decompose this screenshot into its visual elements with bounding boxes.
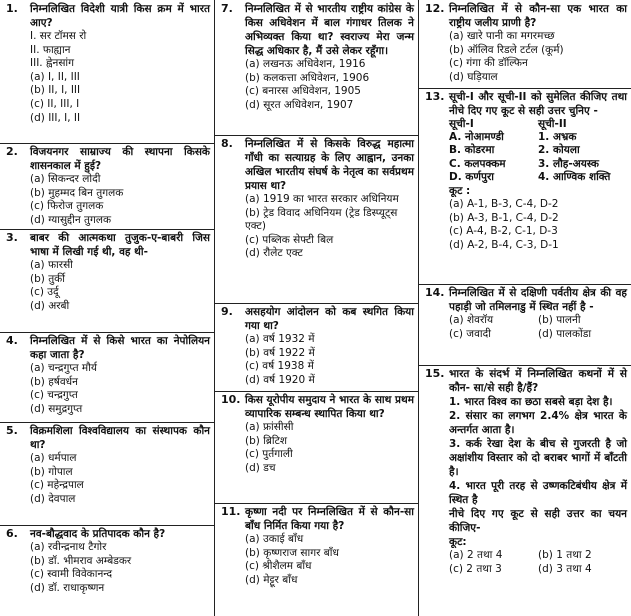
option-row — [449, 549, 627, 563]
divider — [215, 135, 418, 136]
match-row — [449, 131, 627, 144]
column-2 — [214, 0, 418, 616]
option-d: (d) III, I, II — [30, 111, 81, 124]
option-a: (a) I, II, III — [30, 70, 80, 83]
option-d: (d) ग्यासुद्दीन तुगलक — [30, 213, 112, 226]
question-number: 9. — [221, 305, 233, 318]
option-b: (b) A-3, B-1, C-4, D-2 — [449, 211, 559, 224]
list-1-item: A. नोआमण्डी — [449, 131, 504, 144]
option-d: (d) अरबी — [30, 299, 70, 312]
divider — [0, 332, 214, 333]
question-10 — [215, 393, 418, 475]
option-c: (c) पब्लिक सेफ्टी बिल — [245, 233, 334, 246]
option-d: (d) घड़ियाल — [449, 70, 498, 83]
divider — [0, 143, 214, 144]
option-b: (b) ब्रिटिश — [245, 434, 288, 447]
question-3 — [0, 231, 214, 313]
option-a: (a) लखनऊ अधिवेशन, 1916 — [245, 58, 366, 70]
question-text: असहयोग आंदोलन को कब स्थगित किया गया था? — [245, 306, 414, 332]
question-12 — [419, 2, 631, 84]
option-d: (d) देवपाल — [30, 492, 76, 505]
question-1 — [0, 2, 214, 125]
statement: 1. भारत विश्व का छठा सबसे बड़ा देश है। — [449, 396, 613, 408]
option-c: (c) वर्ष 1938 में — [245, 360, 314, 373]
option-d: (d) डच — [245, 461, 276, 474]
option-b: (b) कृष्णराज सागर बाँध — [245, 546, 339, 559]
question-9 — [215, 305, 418, 387]
option-c: (c) महेन्द्रपाल — [30, 479, 84, 492]
question-number: 2. — [6, 145, 18, 158]
question-text: कृष्णा नदी पर निम्नलिखित में से कौन-सा बाँध निर्मित किया गया है? — [245, 506, 414, 532]
option-a: (a) फारसी — [30, 259, 73, 271]
question-text: नव-बौद्धवाद के प्रतिपादक कौन है? — [30, 528, 166, 540]
question-5 — [0, 424, 214, 506]
option-a: (a) 1919 का भारत सरकार अधिनियम — [245, 193, 399, 205]
list-2-item: 4. आण्विक शक्ति — [538, 170, 611, 183]
question-text: भारत के संदर्भ में निम्नलिखित कथनों में से कौन- सा/से सही है/हैं? — [449, 368, 627, 394]
question-6 — [0, 527, 214, 595]
question-number: 15. — [425, 367, 445, 380]
option-c: (c) जवादी — [449, 327, 491, 340]
option-b: (b) II, I, III — [30, 84, 81, 97]
list-2-heading: सूची-II — [538, 118, 567, 130]
option-c: (c) उर्दू — [30, 286, 59, 299]
question-number: 13. — [425, 90, 445, 103]
match-row — [449, 144, 627, 157]
divider — [0, 229, 214, 230]
code-label: कूट: — [449, 536, 467, 548]
option-c: (c) स्वामी विवेकानन्द — [30, 568, 113, 581]
option-b: (b) तुर्की — [30, 272, 65, 285]
match-row — [449, 158, 627, 171]
question-text: निम्नलिखित में से दक्षिणी पर्वतीय क्षेत्र की वह पहाड़ी जो तमिलनाडु में स्थित नहीं है - — [449, 287, 627, 313]
option-b: (b) ट्रेड विवाद अधिनियम (ट्रेड डिस्प्यूट्स एक्ट) — [245, 206, 398, 233]
option-c: (c) A-4, B-2, C-1, D-3 — [449, 225, 558, 238]
option-a: (a) उकाई बाँध — [245, 533, 304, 545]
divider — [419, 88, 631, 89]
option-c: (c) II, III, I — [30, 97, 80, 110]
question-8 — [215, 137, 418, 261]
statement: 3. कर्क रेखा देश के बीच से गुजरती है जो अक्षांशीय विस्तार को दो बराबर भागों में बाँटती है। — [449, 438, 627, 478]
option-b: (b) डॉ. भीमराव अम्बेडकर — [30, 554, 132, 567]
option-c: (c) चन्द्रगुप्त — [30, 389, 78, 402]
list-1-heading: सूची-I — [449, 118, 474, 130]
question-text: विजयनगर साम्राज्य की स्थापना किसके शासनकाल में हुई? — [30, 146, 210, 172]
question-11 — [215, 505, 418, 587]
question-15 — [419, 367, 631, 576]
option-d: (d) रौलेट एक्ट — [245, 247, 303, 260]
option-d: (d) वर्ष 1920 में — [245, 373, 315, 386]
statement: 4. भारत पूरी तरह से उष्णकटिबंधीय क्षेत्र में स्थित है — [449, 480, 627, 506]
question-text: विक्रमशिला विश्वविद्यालय का संस्थापक कौन था? — [30, 425, 210, 451]
option-row — [449, 563, 627, 577]
option-a: (a) 2 तथा 4 — [449, 549, 503, 561]
option-b: (b) पालनी — [538, 314, 581, 326]
instruction: नीचे दिए गए कूट से सही उत्तर का चयन कीजिए- — [449, 508, 627, 534]
option-a: (a) रवीन्द्रनाथ टैगोर — [30, 541, 107, 553]
question-number: 10. — [221, 393, 241, 406]
option-c: (c) बनारस अधिवेशन, 1905 — [245, 85, 361, 98]
column-1 — [0, 0, 214, 616]
option-c: (c) गंगा की डॉल्फिन — [449, 57, 528, 70]
question-text: सूची-I और सूची-II को सुमेलित कीजिए तथा नीचे दिए गए कूट से सही उत्तर चुनिए - — [449, 91, 627, 117]
question-text: किस यूरोपीय समुदाय ने भारत के साथ प्रथम व्यापारिक सम्बन्ध स्थापित किया था? — [245, 394, 414, 420]
divider — [419, 284, 631, 285]
divider — [215, 503, 418, 504]
option-d: (d) 3 तथा 4 — [538, 562, 592, 575]
option-b: (b) 1 तथा 2 — [538, 549, 592, 561]
option-a: (a) शेवरॉय — [449, 314, 494, 326]
option-row — [449, 314, 627, 328]
option-b: (b) हर्षवर्धन — [30, 375, 78, 388]
option-a: (a) फ्रांसीसी — [245, 421, 294, 433]
option-a: (a) A-1, B-3, C-4, D-2 — [449, 198, 559, 211]
option-d: (d) A-2, B-4, C-3, D-1 — [449, 238, 559, 251]
option-c: (c) फिरोज तुगलक — [30, 200, 104, 213]
list-2-item: 2. कोयला — [538, 144, 580, 157]
column-3 — [418, 0, 631, 616]
option-d: (d) मेट्टूर बाँध — [245, 573, 298, 586]
option-c: (c) पुर्तगाली — [245, 448, 293, 461]
statement: I. सर टॉमस रो — [30, 30, 87, 42]
question-number: 5. — [6, 424, 18, 437]
option-b: (b) कलकत्ता अधिवेशन, 1906 — [245, 71, 370, 84]
question-number: 8. — [221, 137, 233, 150]
question-number: 4. — [6, 334, 18, 347]
code-label: कूट : — [449, 185, 471, 198]
question-number: 6. — [6, 527, 18, 540]
option-d: (d) सूरत अधिवेशन, 1907 — [245, 98, 354, 111]
option-a: (a) धर्मपाल — [30, 452, 77, 464]
list-2-item: 1. अभ्रक — [538, 131, 577, 144]
match-header — [449, 118, 627, 131]
question-text: बाबर की आत्मकथा तुजुक-ए-बाबरी जिस भाषा में लिखी गई थी, वह थी- — [30, 232, 210, 258]
question-number: 14. — [425, 286, 445, 299]
question-4 — [0, 334, 214, 416]
option-d: (d) पालकोंडा — [538, 327, 592, 340]
option-b: (b) वर्ष 1922 में — [245, 346, 315, 359]
question-2 — [0, 145, 214, 227]
option-a: (a) वर्ष 1932 में — [245, 333, 315, 345]
option-c: (c) श्रीशैलम बाँध — [245, 560, 312, 573]
option-b: (b) मुहम्मद बिन तुगलक — [30, 186, 124, 199]
option-a: (a) खारे पानी का मगरमच्छ — [449, 30, 555, 42]
list-1-item: B. कोडरमा — [449, 144, 495, 157]
statement: III. ह्वेनसांग — [30, 57, 75, 70]
list-1-item: D. कर्णपुरा — [449, 170, 494, 183]
option-d: (d) डॉ. राधाकृष्णन — [30, 581, 105, 594]
divider — [0, 525, 214, 526]
question-13 — [419, 90, 631, 252]
question-number: 7. — [221, 2, 233, 15]
statement: II. फाह्यान — [30, 43, 71, 56]
divider — [419, 365, 631, 366]
option-a: (a) सिकन्दर लोदी — [30, 173, 101, 185]
question-text: निम्नलिखित में से भारतीय राष्ट्रीय कांग्रेस के किस अधिवेशन में बाल गंगाधर तिलक ने अभिव्यक्त किया था? स्वराज्य मेरा जन्म सिद्ध अधिकार है, मैं उसे लेकर रहूँगा। — [245, 3, 414, 57]
question-number: 1. — [6, 2, 18, 15]
question-text: निम्नलिखित विदेशी यात्री किस क्रम में भारत आए? — [30, 3, 210, 29]
question-number: 3. — [6, 231, 18, 244]
option-c: (c) 2 तथा 3 — [449, 562, 502, 575]
question-text: निम्नलिखित में से किसे भारत का नेपोलियन कहा जाता है? — [30, 335, 210, 361]
match-row — [449, 171, 627, 184]
question-text: निम्नलिखित में से किसके विरुद्ध महात्मा गाँधी का सत्याग्रह के लिए आह्वान, उनका अखिल भारतीय संघर्ष के नेतृत्व का सर्वप्रथम प्रयास था? — [245, 138, 414, 192]
option-row — [449, 328, 627, 342]
question-7 — [215, 2, 418, 112]
option-a: (a) चन्द्रगुप्त मौर्य — [30, 362, 98, 374]
list-2-item: 3. लौह-अयस्क — [538, 157, 599, 170]
divider — [0, 422, 214, 423]
question-14 — [419, 286, 631, 341]
option-b: (b) ऑलिव रिडले टर्टल (कूर्म) — [449, 43, 564, 56]
list-1-item: C. कलपक्कम — [449, 157, 506, 170]
divider — [215, 391, 418, 392]
question-text: निम्नलिखित में से कौन-सा एक भारत का राष्ट्रीय जलीय प्राणी है? — [449, 3, 627, 29]
question-number: 12. — [425, 2, 445, 15]
option-d: (d) समुद्रगुप्त — [30, 402, 83, 415]
question-number: 11. — [221, 505, 241, 518]
divider — [215, 303, 418, 304]
statement: 2. संसार का लगभग 2.4% क्षेत्र भारत के अन्तर्गत आता है। — [449, 410, 627, 436]
option-b: (b) गोपाल — [30, 465, 73, 478]
